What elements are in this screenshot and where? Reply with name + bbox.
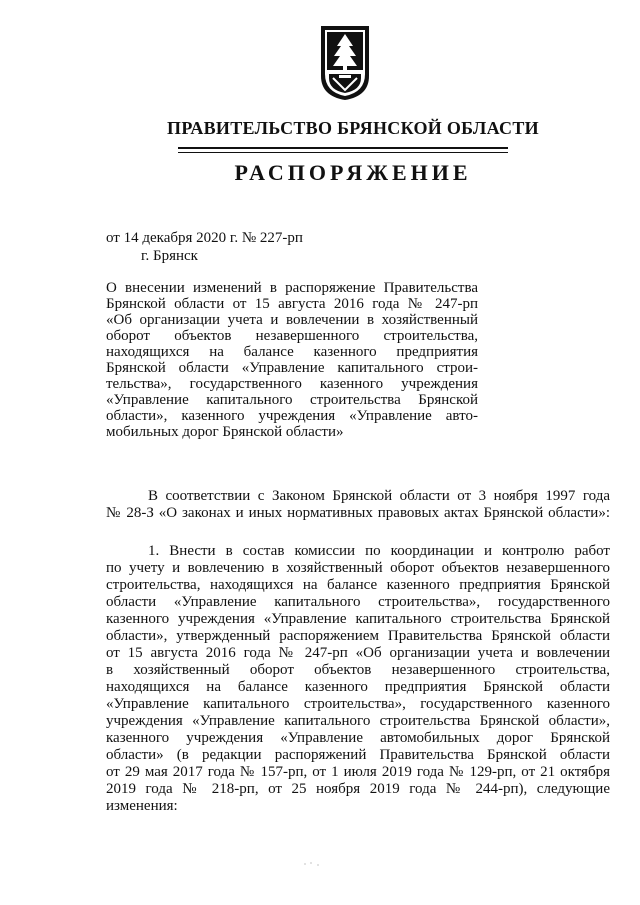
item-1-line: строительства, находящихся на балансе казенного предприятия Брянской (106, 577, 610, 593)
subject-line: области», казенного учреждения «Управление авто- (106, 408, 478, 424)
subject-line: оборот объектов незавершенного строительства, (106, 328, 478, 344)
item-1-line: учреждения «Управление капитального строительства Брянской области», (106, 713, 610, 729)
item-1-line: по учету и вовлечению в хозяйственный оборот объектов незавершенного (106, 560, 610, 576)
subject-line: мобильных дорог Брянской области» (106, 424, 344, 440)
item-1-line: области», утвержденный распоряжением Правительства Брянской области (106, 628, 610, 644)
item-1-line: области «Управление капитального строительства», государственного (106, 594, 610, 610)
document-type-title: РАСПОРЯЖЕНИЕ (234, 160, 472, 185)
subject-block (106, 280, 478, 440)
subject-line: «Управление капитального строительства Брянской (106, 392, 478, 408)
item-1-line: изменения: (106, 798, 178, 814)
item-1-line: от 29 мая 2017 года № 157-рп, от 1 июля 2019 года № 129-рп, от 21 октября (106, 764, 610, 780)
coat-of-arms-icon (319, 24, 371, 102)
preamble-line: В соответствии с Законом Брянской области от 3 ноября 1997 года (148, 488, 610, 504)
subject-line: тельства», государственного казенного учреждения (106, 376, 478, 392)
subject-line: О внесении изменений в распоряжение Правительства (106, 280, 478, 296)
item-1-line: «Управление капитального строительства», государственного казенного (106, 696, 610, 712)
item-1-line: от 15 августа 2016 года № 247-рп «Об организации учета и вовлечении (106, 645, 610, 661)
subject-line: Брянской области «Управление капитального строи- (106, 360, 478, 376)
preamble-line: № 28-З «О законах и иных нормативных правовых актах Брянской области»: (106, 505, 610, 521)
item-1-line: казенного учреждения «Управление автомобильных дорог Брянской (106, 730, 610, 746)
item-1-line: в хозяйственный оборот объектов незавершенного строительства, (106, 662, 610, 678)
item-1-line: области» (в редакции распоряжений Правительства Брянской области (106, 747, 610, 763)
item-1-line: находящихся на балансе казенного предприятия Брянской области (106, 679, 610, 695)
item-1-paragraph (106, 543, 610, 815)
item-1-line: 2019 года № 218-рп, от 25 ноября 2019 года № 244-рп), следующие (106, 781, 610, 797)
preamble-paragraph (106, 488, 610, 522)
header-rule-thick (178, 147, 508, 149)
date-number-line: от 14 декабря 2020 г. № 227-рп (106, 230, 303, 246)
organization-title: ПРАВИТЕЛЬСТВО БРЯНСКОЙ ОБЛАСТИ (167, 118, 539, 138)
subject-line: Брянской области от 15 августа 2016 года № 247-рп (106, 296, 478, 312)
header-rule-thin (178, 152, 508, 153)
item-1-line: казенного учреждения «Управление капитального строительства Брянской (106, 611, 610, 627)
subject-line: «Об организации учета и вовлечении в хозяйственный (106, 312, 478, 328)
scan-specks (302, 860, 322, 870)
city-line: г. Брянск (141, 248, 198, 264)
subject-line: находящихся на балансе казенного предприятия (106, 344, 478, 360)
item-1-line: 1. Внести в состав комиссии по координации и контролю работ (148, 543, 610, 559)
